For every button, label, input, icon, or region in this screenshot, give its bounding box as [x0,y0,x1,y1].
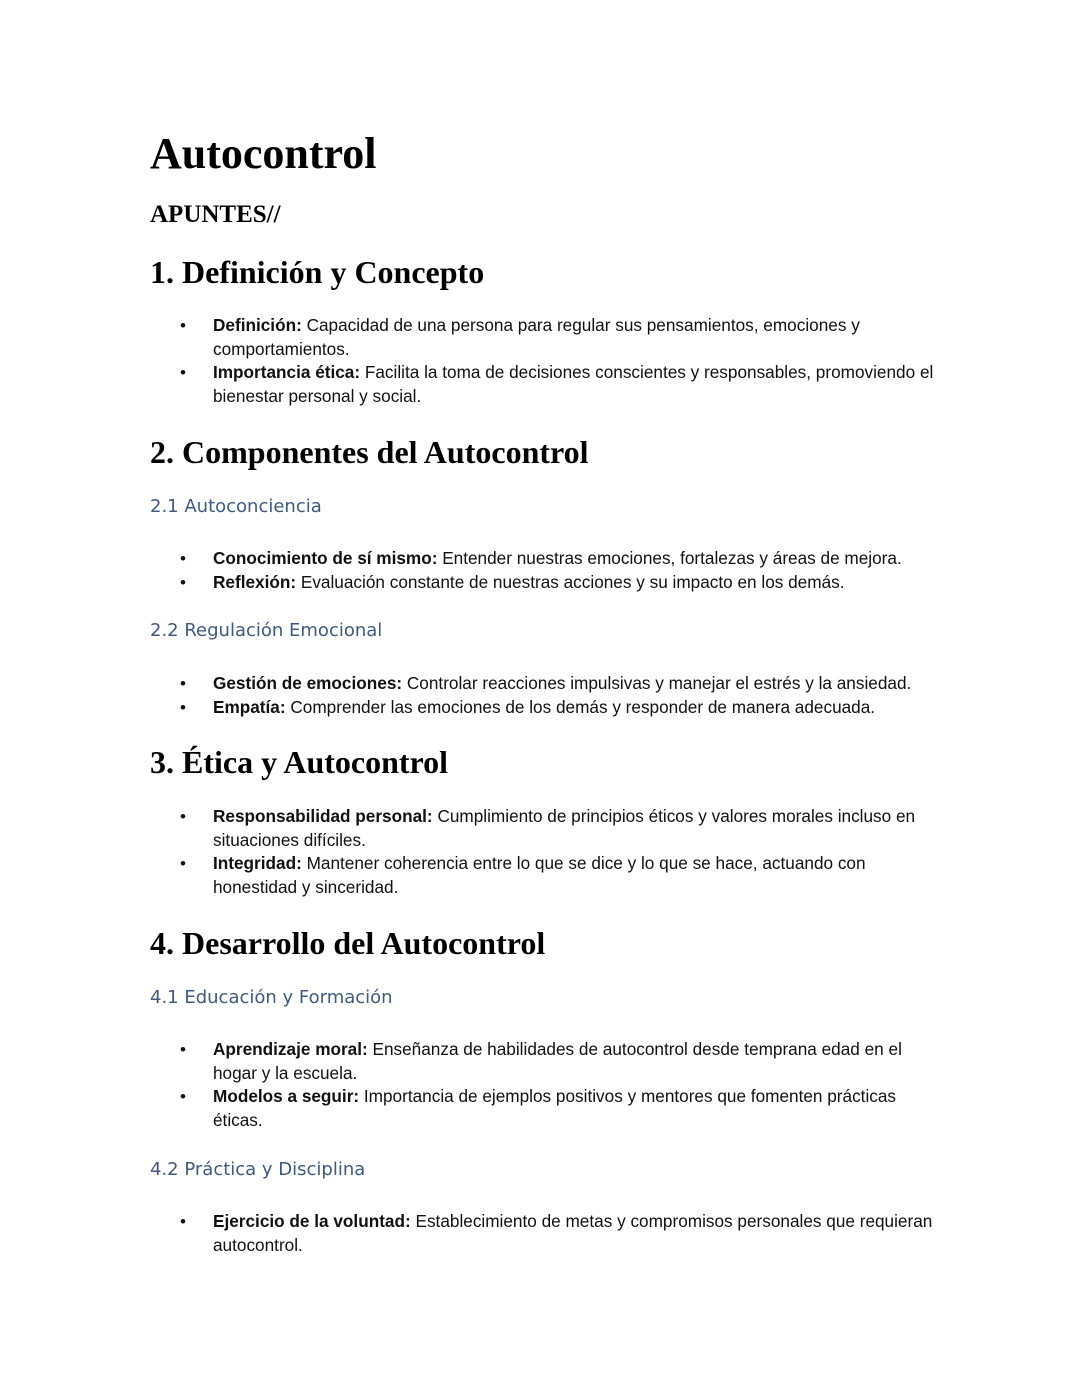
document-subtitle: APUNTES// [150,201,281,228]
bullet-icon: • [180,363,186,382]
list-item [150,672,940,696]
section-list-definicion [150,314,940,408]
subsection-list-practica [150,1210,940,1257]
list-item-text: Capacidad de una persona para regular sus pensamientos, emociones y comportamientos. [213,315,860,359]
list-item-term: Empatía: [213,696,286,717]
section-list-etica [150,805,940,899]
subsection-heading-autoconciencia: 2.1 Autoconciencia [150,496,322,517]
subsection-heading-educacion: 4.1 Educación y Formación [150,987,393,1008]
list-item [150,1210,940,1257]
list-item-term: Ejercicio de la voluntad: [213,1211,411,1231]
list-item-text: Establecimiento de metas y compromisos personales que requieran autocontrol. [213,1211,933,1255]
bullet-icon: • [180,1212,186,1231]
list-item [150,696,940,720]
list-item [150,1038,940,1085]
list-item [150,314,940,361]
bullet-icon: • [180,572,186,592]
list-item-term: Definición: [213,315,302,335]
subsection-heading-practica: 4.2 Práctica y Disciplina [150,1159,366,1180]
bullet-icon: • [180,697,186,717]
list-item-text: Facilita la toma de decisiones conscientes y responsables, promoviendo el bienestar personal y social. [213,362,934,406]
list-item [150,547,940,571]
list-item [150,571,940,595]
list-item-term: Importancia ética: [213,362,361,382]
list-item-term: Gestión de emociones: [213,673,403,693]
list-item-term: Conocimiento de sí mismo: [213,548,438,568]
subsection-list-educacion [150,1038,940,1132]
bullet-icon: • [180,1040,186,1059]
list-item-text: Importancia de ejemplos positivos y mentores que fomenten prácticas éticas. [213,1086,897,1130]
list-item [150,361,940,408]
section-heading-desarrollo: 4. Desarrollo del Autocontrol [150,925,546,961]
section-heading-definicion: 1. Definición y Concepto [150,254,485,290]
list-item-text: Entender nuestras emociones, fortalezas y áreas de mejora. [437,548,902,568]
list-item-text: Evaluación constante de nuestras acciones y su impacto en los demás. [296,571,845,592]
list-item [150,805,940,852]
document-title: Autocontrol [150,129,377,178]
subsection-list-regulacion [150,672,940,719]
list-item [150,1085,940,1132]
bullet-icon: • [180,316,186,335]
list-item [150,852,940,899]
section-heading-etica: 3. Ética y Autocontrol [150,744,449,780]
bullet-icon: • [180,854,186,873]
bullet-icon: • [180,549,186,568]
list-item-text: Comprender las emociones de los demás y responder de manera adecuada. [285,696,876,717]
list-item-term: Responsabilidad personal: [213,806,433,826]
subsection-list-autoconciencia [150,547,940,594]
list-item-term: Modelos a seguir: [213,1086,360,1106]
bullet-icon: • [180,674,186,693]
bullet-icon: • [180,1087,186,1106]
list-item-text: Controlar reacciones impulsivas y manejar el estrés y la ansiedad. [402,673,912,693]
subsection-heading-regulacion: 2.2 Regulación Emocional [150,620,383,641]
list-item-term: Reflexión: [213,571,297,592]
list-item-text: Cumplimiento de principios éticos y valores morales incluso en situaciones difíciles. [213,806,916,850]
list-item-text: Mantener coherencia entre lo que se dice y lo que se hace, actuando con honestidad y sinceridad. [213,853,866,897]
bullet-icon: • [180,807,186,826]
list-item-text: Enseñanza de habilidades de autocontrol desde temprana edad en el hogar y la escuela. [213,1039,902,1083]
list-item-term: Aprendizaje moral: [213,1039,368,1059]
section-heading-componentes: 2. Componentes del Autocontrol [150,434,589,470]
list-item-term: Integridad: [213,853,302,873]
